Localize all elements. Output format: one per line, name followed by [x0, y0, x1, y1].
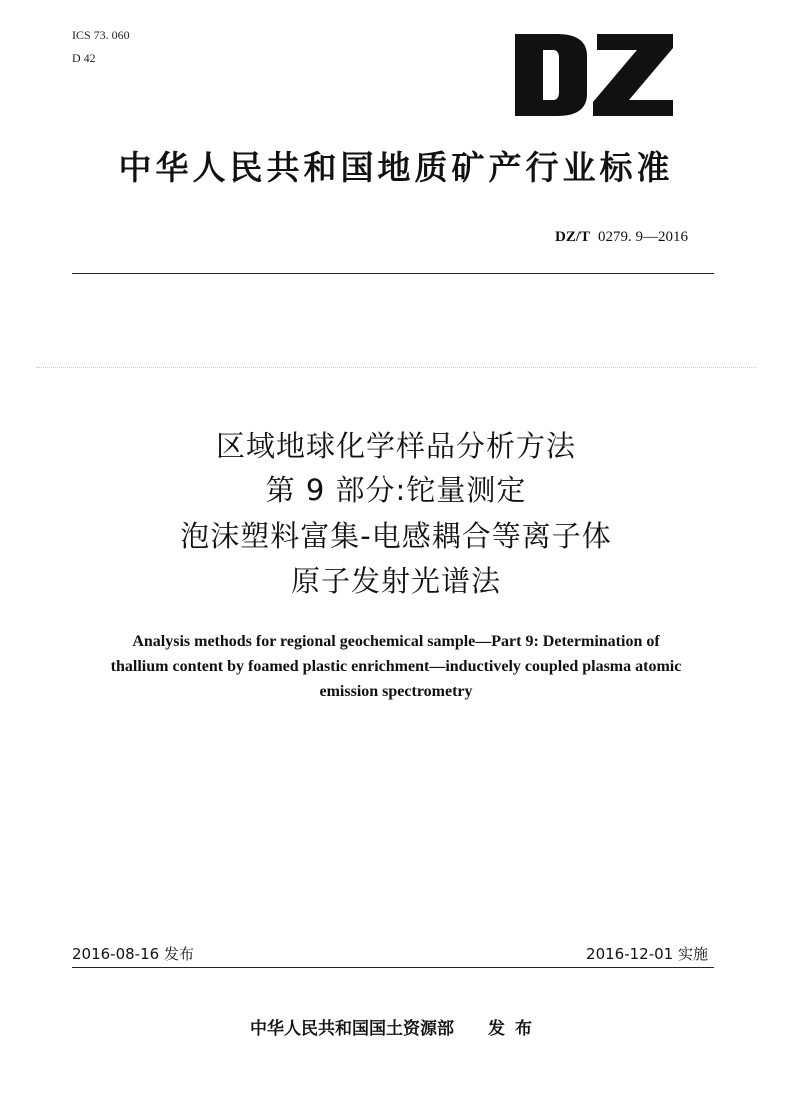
dz-logo [515, 34, 673, 116]
classification-code: D 42 [72, 51, 96, 65]
issue-date: 2016-08-16 发布 [72, 945, 194, 963]
english-title-line-3: emission spectrometry [319, 683, 473, 700]
english-title-line-1: Analysis methods for regional geochemical sample—Part 9: Determination of [132, 633, 660, 650]
standard-number [555, 228, 688, 246]
publisher-action: 发布 [488, 1019, 542, 1039]
standard-number-prefix: DZ/T [554, 229, 590, 245]
chinese-title-line-4: 原子发射光谱法 [290, 564, 501, 598]
implementation-date: 2016-12-01 实施 [586, 945, 708, 963]
chinese-title-line-1: 区域地球化学样品分析方法 [215, 429, 576, 463]
dz-logo-letter-d [515, 34, 587, 116]
english-title-line-2: thallium content by foamed plastic enrichment—inductively coupled plasma atomic [110, 658, 682, 675]
industry-standard-heading: 中华人民共和国地质矿产行业标准 [118, 148, 674, 187]
chinese-title-line-3: 泡沫塑料富集-电感耦合等离子体 [180, 519, 612, 553]
standard-number-value: 0279. 9—2016 [598, 229, 688, 245]
publisher-name: 中华人民共和国国土资源部 [250, 1019, 454, 1039]
dz-logo-letter-z [593, 34, 673, 116]
ics-code: ICS 73. 060 [72, 28, 130, 42]
bottom-rule [72, 967, 714, 968]
dotted-separator [36, 367, 756, 368]
top-rule [72, 273, 714, 274]
publisher [0, 1018, 792, 1040]
chinese-title-line-2: 第 9 部分:铊量测定 [265, 473, 527, 507]
